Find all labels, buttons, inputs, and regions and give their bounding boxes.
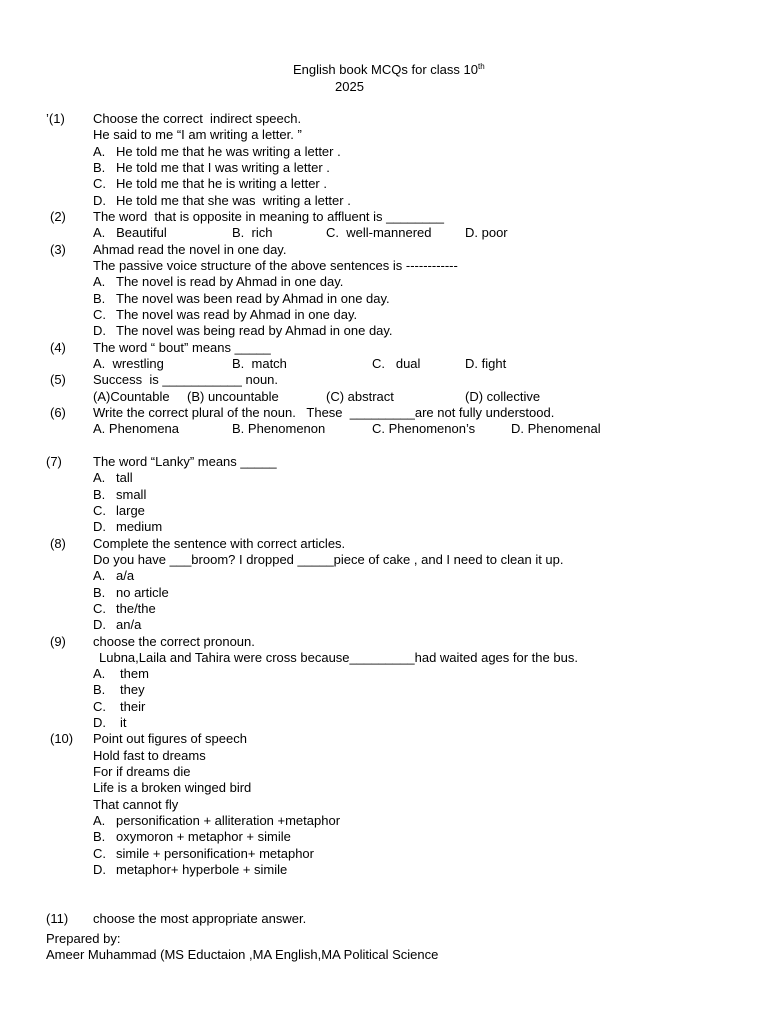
option-letter: D. xyxy=(93,519,106,535)
question-number: ’(1) xyxy=(46,111,65,126)
question-9 xyxy=(0,634,768,732)
option-letter: C. xyxy=(93,176,106,192)
option xyxy=(0,699,768,715)
stem-text: Lubna,Laila and Tahira were cross because_________had waited ages for the bus. xyxy=(99,649,578,665)
option: D. poor xyxy=(465,225,508,241)
poem-line xyxy=(0,797,768,813)
question-list xyxy=(0,111,768,927)
option-text: the/the xyxy=(116,600,156,616)
option xyxy=(0,176,768,192)
option-letter: D. xyxy=(93,862,106,878)
option-text: oxymoron + metaphor + simile xyxy=(116,829,291,845)
question-stem xyxy=(0,372,768,388)
option-text: tall xyxy=(116,470,133,486)
option-text: no article xyxy=(116,584,169,600)
option: D. fight xyxy=(465,355,507,371)
stem-text: Point out figures of speech xyxy=(93,731,247,747)
option-text: The novel was been read by Ahmad in one day. xyxy=(116,290,390,306)
question-4 xyxy=(0,340,768,373)
option-text: The novel is read by Ahmad in one day. xyxy=(116,274,344,290)
option-letter: D. xyxy=(93,617,106,633)
question-number: (6) xyxy=(50,404,66,420)
option-text: medium xyxy=(116,519,163,535)
options-row xyxy=(0,356,768,372)
option: (C) abstract xyxy=(326,388,394,404)
question-stem xyxy=(0,650,768,666)
option-letter: B. xyxy=(93,682,106,698)
option: A. Beautiful xyxy=(93,225,167,241)
question-stem xyxy=(0,242,768,258)
author-credit: Ameer Muhammad (MS Eductaion ,MA English,MA Political Science xyxy=(46,947,439,962)
option xyxy=(0,829,768,845)
question-number: (4) xyxy=(50,339,66,355)
options-row xyxy=(0,225,768,241)
option-text: metaphor+ hyperbole + simile xyxy=(116,862,288,878)
question-number: (9) xyxy=(50,633,66,649)
option xyxy=(0,585,768,601)
option xyxy=(0,568,768,584)
option xyxy=(0,617,768,633)
blank-line xyxy=(0,895,768,911)
stem-text: Life is a broken winged bird xyxy=(93,780,252,796)
option-text: personification + alliteration +metaphor xyxy=(116,813,341,829)
option xyxy=(0,487,768,503)
option xyxy=(0,519,768,535)
option-text: He told me that I was writing a letter . xyxy=(116,159,330,175)
option: D. Phenomenal xyxy=(511,421,601,437)
option xyxy=(0,160,768,176)
option: B. match xyxy=(232,355,287,371)
option-text: large xyxy=(116,502,145,518)
option-letter: B. xyxy=(93,159,106,175)
question-stem xyxy=(0,209,768,225)
stem-text: He said to me “I am writing a letter. ” xyxy=(93,127,302,143)
question-11 xyxy=(0,911,768,927)
document-year: 2025 xyxy=(335,79,364,94)
option-letter: B. xyxy=(93,829,106,845)
option: (D) collective xyxy=(465,388,541,404)
option: A. Phenomena xyxy=(93,421,180,437)
option: (A)Countable xyxy=(93,388,170,404)
stem-text: The word that is opposite in meaning to affluent is ________ xyxy=(93,208,444,224)
question-8 xyxy=(0,536,768,634)
option-text: they xyxy=(120,682,145,698)
question-6 xyxy=(0,405,768,438)
option xyxy=(0,470,768,486)
option xyxy=(0,846,768,862)
blank-line xyxy=(0,878,768,894)
stem-text: For if dreams die xyxy=(93,764,191,780)
option-letter: C. xyxy=(93,502,106,518)
option-letter: C. xyxy=(93,698,106,714)
option-letter: B. xyxy=(93,290,106,306)
question-stem xyxy=(0,536,768,552)
option-text: The novel was being read by Ahmad in one day. xyxy=(116,323,393,339)
question-stem xyxy=(0,552,768,568)
option-text: He told me that he is writing a letter . xyxy=(116,176,327,192)
option xyxy=(0,666,768,682)
question-stem xyxy=(0,405,768,421)
option xyxy=(0,291,768,307)
option-text: their xyxy=(120,698,146,714)
question-number: (10) xyxy=(50,731,74,747)
option: A. wrestling xyxy=(93,355,164,371)
stem-text: Write the correct plural of the noun. These _________are not fully understood. xyxy=(93,404,555,420)
stem-text: Do you have ___broom? I dropped _____piece of cake , and I need to clean it up. xyxy=(93,551,564,567)
option: C. dual xyxy=(372,355,421,371)
option xyxy=(0,144,768,160)
question-2 xyxy=(0,209,768,242)
question-stem xyxy=(0,127,768,143)
document-title xyxy=(293,62,485,78)
option: C. Phenomenon’s xyxy=(372,421,476,437)
option xyxy=(0,862,768,878)
stem-text: The passive voice structure of the above sentences is ------------ xyxy=(93,257,458,273)
stem-text: That cannot fly xyxy=(93,796,179,812)
question-stem xyxy=(0,731,768,747)
option-letter: C. xyxy=(93,600,106,616)
question-stem xyxy=(0,634,768,650)
stem-text: The word “Lanky” means _____ xyxy=(93,453,277,469)
question-stem xyxy=(0,111,768,127)
option-text: He told me that she was writing a letter . xyxy=(116,192,351,208)
option: B. Phenomenon xyxy=(232,421,326,437)
option: C. well-mannered xyxy=(326,225,432,241)
option-text: a/a xyxy=(116,568,135,584)
option xyxy=(0,274,768,290)
stem-text: choose the most appropriate answer. xyxy=(93,911,307,927)
stem-text: Success is ___________ noun. xyxy=(93,372,279,388)
question-stem xyxy=(0,258,768,274)
option-letter: C. xyxy=(93,306,106,322)
poem-line xyxy=(0,764,768,780)
title-text: English book MCQs for class 10 xyxy=(293,62,478,77)
option-text: them xyxy=(120,666,149,682)
question-number: (7) xyxy=(46,453,62,469)
poem-line xyxy=(0,748,768,764)
option xyxy=(0,682,768,698)
option-text: an/a xyxy=(116,617,142,633)
question-number: (8) xyxy=(50,535,66,551)
option-letter: D. xyxy=(93,715,106,731)
option-text: it xyxy=(120,715,127,731)
question-stem xyxy=(0,911,768,927)
stem-text: Complete the sentence with correct articles. xyxy=(93,535,346,551)
option-letter: A. xyxy=(93,470,106,486)
option-text: small xyxy=(116,486,147,502)
stem-text: The word “ bout” means _____ xyxy=(93,339,271,355)
option xyxy=(0,813,768,829)
option-letter: A. xyxy=(93,274,106,290)
title-superscript: th xyxy=(477,62,485,71)
option xyxy=(0,323,768,339)
question-stem xyxy=(0,454,768,470)
stem-text: Choose the correct indirect speech. xyxy=(93,111,302,126)
option-letter: A. xyxy=(93,568,106,584)
option xyxy=(0,503,768,519)
option xyxy=(0,601,768,617)
option-letter: B. xyxy=(93,486,106,502)
blank-line xyxy=(0,438,768,454)
question-number: (5) xyxy=(50,372,66,388)
question-number: (2) xyxy=(50,208,66,224)
poem-line xyxy=(0,780,768,796)
option xyxy=(0,307,768,323)
question-stem xyxy=(0,340,768,356)
question-5 xyxy=(0,372,768,405)
question-1 xyxy=(0,111,768,209)
option-text: The novel was read by Ahmad in one day. xyxy=(116,306,358,322)
option-letter: A. xyxy=(93,666,106,682)
option xyxy=(0,193,768,209)
option xyxy=(0,715,768,731)
option-letter: B. xyxy=(93,584,106,600)
stem-text: Ahmad read the novel in one day. xyxy=(93,241,287,257)
question-number: (3) xyxy=(50,241,66,257)
option: (B) uncountable xyxy=(187,388,279,404)
option-letter: D. xyxy=(93,323,106,339)
question-7 xyxy=(0,454,768,536)
option-letter: A. xyxy=(93,143,106,159)
stem-text: choose the correct pronoun. xyxy=(93,633,255,649)
options-row xyxy=(0,389,768,405)
question-number: (11) xyxy=(46,911,69,927)
question-10 xyxy=(0,731,768,878)
question-3 xyxy=(0,242,768,340)
prepared-by-label: Prepared by: xyxy=(46,931,121,946)
option-text: He told me that he was writing a letter . xyxy=(116,143,341,159)
option-text: simile + personification+ metaphor xyxy=(116,845,314,861)
stem-text: Hold fast to dreams xyxy=(93,747,206,763)
options-row xyxy=(0,421,768,437)
option-letter: D. xyxy=(93,192,106,208)
option: B. rich xyxy=(232,225,273,241)
option-letter: C. xyxy=(93,845,106,861)
option-letter: A. xyxy=(93,813,106,829)
